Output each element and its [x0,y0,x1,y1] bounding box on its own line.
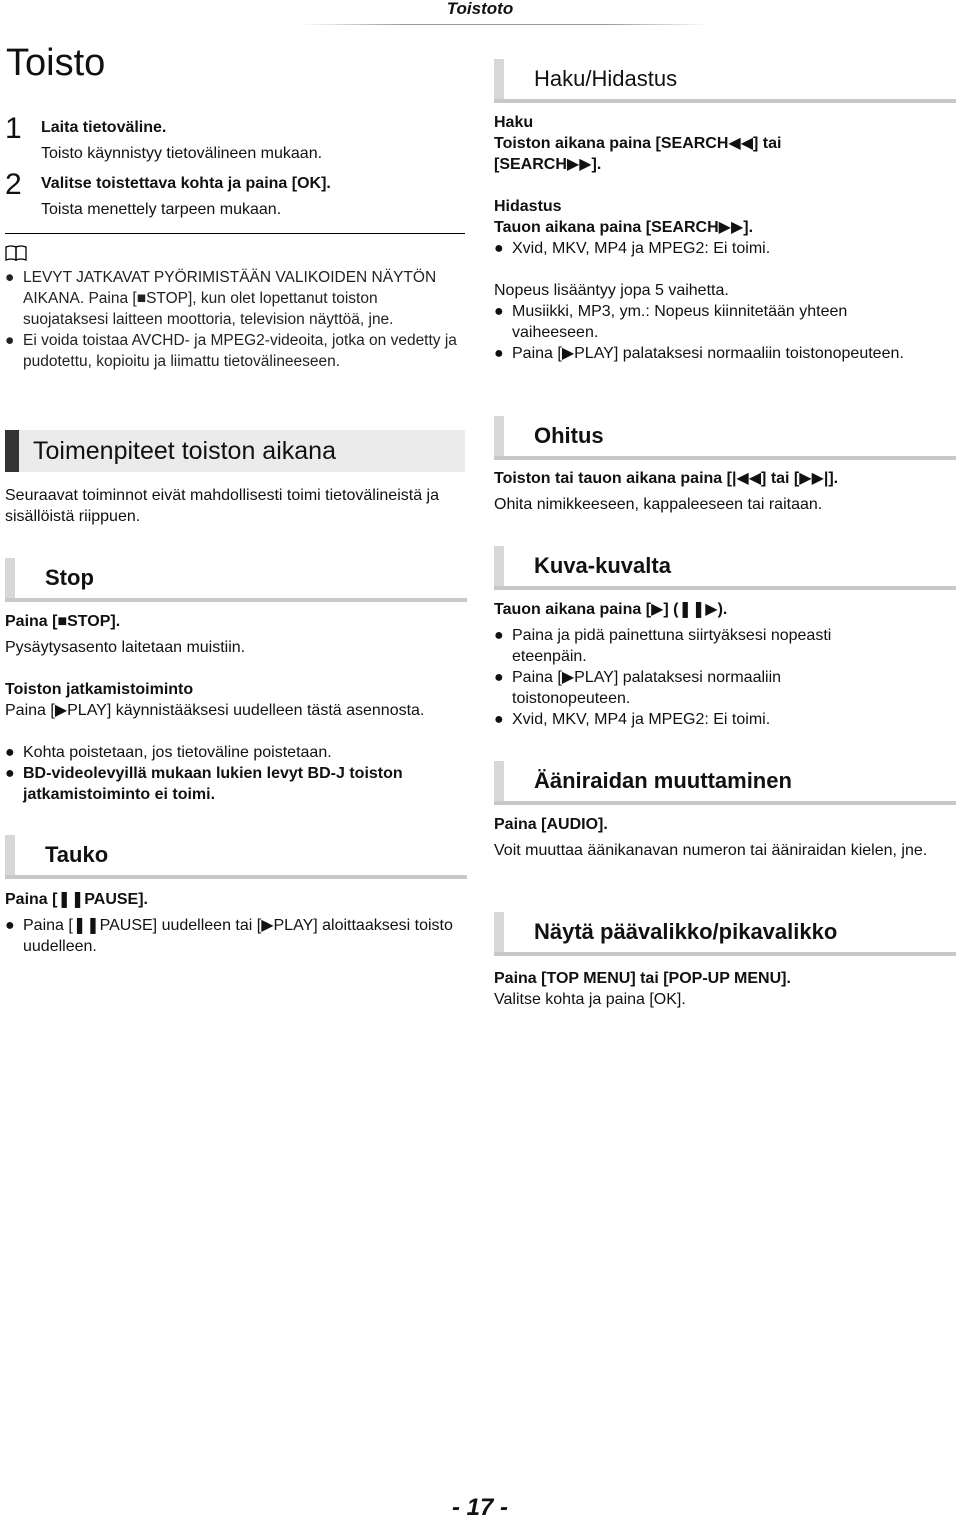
list-item: ● Ei voida toistaa AVCHD- ja MPEG2-videoita, jotka on vedetty ja pudotettu, kopioitu ja liimattu tietovälineeseen. [5,332,457,370]
heading-bar [5,430,19,472]
bullet-icon: ● [5,765,15,782]
step-title: Laita tietoväline. [41,119,167,136]
step-number: 1 [5,112,22,145]
list-item: ● Xvid, MKV, MP4 ja MPEG2: Ei toimi. [494,711,771,728]
bullet-icon: ● [5,744,15,761]
heading-underline [494,456,956,460]
audio-title: Ääniraidan muuttaminen [534,768,792,793]
heading-underline [494,952,956,956]
menu-action: Paina [TOP MENU] tai [POP-UP MENU]. [494,970,791,987]
list-item: ● LEVYT JATKAVAT PYÖRIMISTÄÄN VALIKOIDEN NÄYTÖN AIKANA. Paina [■STOP], kun olet lopettanut toiston suojataksesi laitteen moottoria, television näyttöä, jne. [5,269,437,328]
header-rule [300,24,710,25]
search-haku-action: Toiston aikana paina [SEARCH◀◀] tai [SEARCH▶▶]. [494,135,782,173]
frame-action: Tauon aikana paina [▶] (❚❚▶). [494,601,728,618]
skip-heading [494,416,956,456]
bullet-icon: ● [494,627,504,644]
operations-heading [5,430,465,472]
stop-description: Pysäytysasento laitetaan muistiin. [5,639,246,656]
running-header: Toistoto [446,0,514,18]
heading-underline [5,598,467,602]
step-description: Toista menettely tarpeen mukaan. [41,201,282,218]
list-item: ● Xvid, MKV, MP4 ja MPEG2: Ei toimi. [494,240,771,257]
step-title: Valitse toistettava kohta ja paina [OK]. [41,175,331,192]
skip-action: Toiston tai tauon aikana paina [|◀◀] tai [▶▶|]. [494,470,839,487]
audio-heading [494,761,956,801]
menu-description: Valitse kohta ja paina [OK]. [494,991,686,1008]
search-bullets-2 [494,301,914,364]
search-haku-label: Haku [494,114,534,131]
heading-underline [494,586,956,590]
search-speed-text: Nopeus lisääntyy jopa 5 vaihetta. [494,282,729,299]
bullet-icon: ● [494,711,504,728]
audio-description: Voit muuttaa äänikanavan numeron tai ääniraidan kielen, jne. [494,842,928,859]
skip-description: Ohita nimikkeeseen, kappaleeseen tai raitaan. [494,496,823,513]
heading-bar [494,59,504,99]
heading-underline [494,801,956,805]
stop-heading [5,558,467,598]
section-divider [5,233,465,234]
heading-underline [494,99,956,103]
menu-title: Näytä päävalikko/pikavalikko [534,919,838,944]
step-description: Toisto käynnistyy tietovälineen mukaan. [41,145,323,162]
heading-bar [494,416,504,456]
notes-list [5,267,457,372]
frame-bullets [494,625,894,730]
step-number: 2 [5,168,22,201]
heading-bar [5,558,15,598]
heading-bar [5,835,15,875]
pause-heading [5,835,467,875]
heading-bar [494,761,504,801]
pause-title: Tauko [45,842,109,867]
list-item: ● BD-videolevyillä mukaan lukien levyt BD-J toiston jatkamistoiminto ei toimi. [5,765,403,803]
menu-heading [494,912,956,952]
heading-bar [494,912,504,952]
search-hidastus-label: Hidastus [494,198,562,215]
stop-title: Stop [45,565,94,590]
page-number: - 17 - [451,1494,508,1521]
pause-action: Paina [❚❚PAUSE]. [5,891,148,908]
search-heading [494,59,956,99]
stop-bullets [5,742,465,805]
search-hidastus-action: Tauon aikana paina [SEARCH▶▶]. [494,219,754,236]
list-item: ● Musiikki, MP3, ym.: Nopeus kiinnitetään yhteen vaiheeseen. [494,303,848,341]
operations-title: Toimenpiteet toiston aikana [33,437,336,465]
search-title: Haku/Hidastus [534,66,678,91]
audio-action: Paina [AUDIO]. [494,816,608,833]
heading-bar [494,546,504,586]
book-icon [5,244,27,262]
operations-intro: Seuraavat toiminnot eivät mahdollisesti toimi tietovälineistä ja sisällöistä riippuen. [5,487,439,525]
list-item: ● Kohta poistetaan, jos tietoväline poistetaan. [5,744,332,761]
frame-title: Kuva-kuvalta [534,553,671,578]
bullet-icon: ● [494,669,504,686]
stop-action: Paina [■STOP]. [5,613,121,630]
resume-title: Toiston jatkamistoiminto [5,681,194,698]
search-bullets-1 [494,238,954,259]
page-title: Toisto [6,42,106,84]
heading-underline [5,875,467,879]
skip-title: Ohitus [534,423,604,448]
resume-description: Paina [▶PLAY] käynnistääksesi uudelleen tästä asennosta. [5,702,425,719]
bullet-icon: ● [5,332,15,349]
list-item: ● Paina [▶PLAY] palataksesi normaaliin toistonopeuteen. [494,345,904,362]
list-item: ● Paina [▶PLAY] palataksesi normaaliin toistonopeuteen. [494,669,782,707]
bullet-icon: ● [494,240,504,257]
bullet-icon: ● [494,303,504,320]
frame-heading [494,546,956,586]
bullet-icon: ● [5,917,15,934]
bullet-icon: ● [5,269,15,286]
list-item: ● Paina ja pidä painettuna siirtyäksesi nopeasti eteenpäin. [494,627,832,665]
bullet-icon: ● [494,345,504,362]
pause-bullets [5,915,465,957]
list-item: ● Paina [❚❚PAUSE] uudelleen tai [▶PLAY] aloittaaksesi toisto uudelleen. [5,917,453,955]
